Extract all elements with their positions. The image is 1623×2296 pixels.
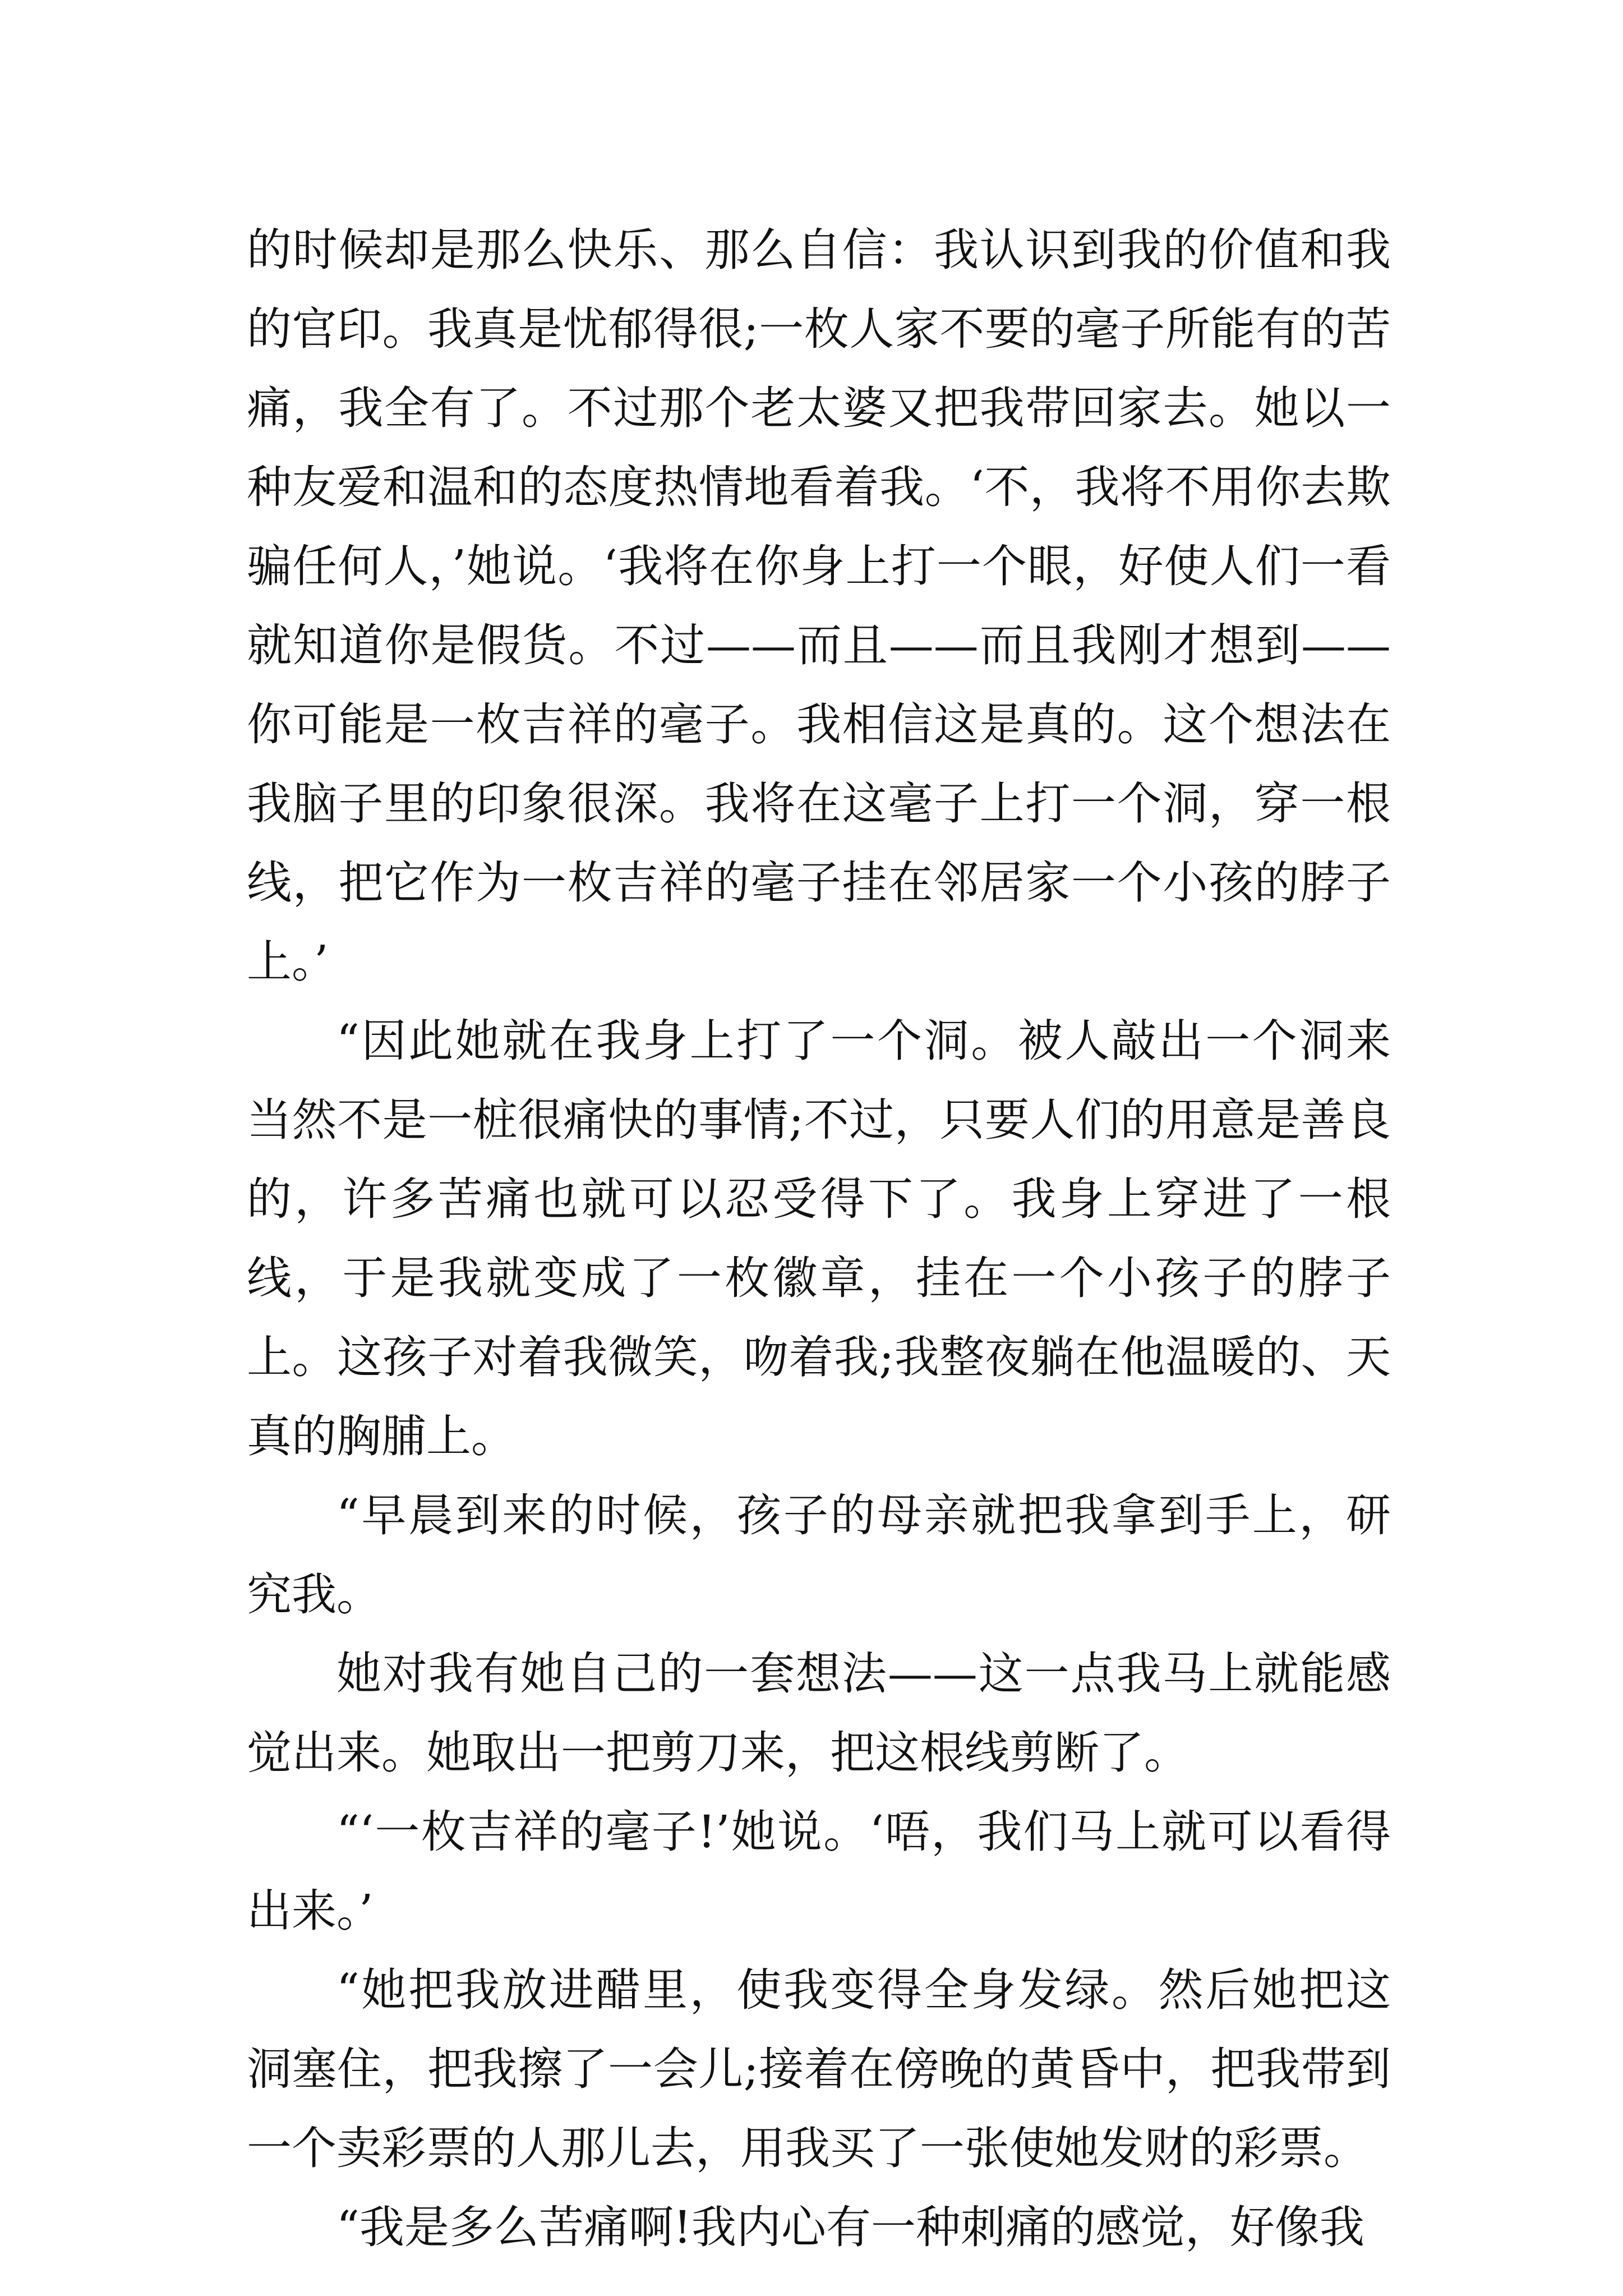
paragraph-4: 她对我有她自己的一套想法——这一点我马上就能感觉出来。她取出一把剪刀来，把这根线剪断了。 [247,1648,1391,1779]
paragraph-7: “我是多么苦痛啊!我内心有一种刺痛的感觉，好像我 [336,2201,1365,2253]
paragraph-3: “早晨到来的时候，孩子的母亲就把我拿到手上，研究我。 [247,1489,1391,1621]
body-text [247,210,1391,2267]
paragraph-2: “因此她就在我身上打了一个洞。被人敲出一个洞来当然不是一桩很痛快的事情;不过，只要人们的用意是善良的，许多苦痛也就可以忍受得下了。我身上穿进了一根线，于是我就变成了一枚徽章，挂在一个小孩子的脖子上。这孩子对着我微笑，吻着我;我整夜躺在他温暖的、天真的胸脯上。 [247,1015,1391,1462]
paragraph-5: “‘一枚吉祥的毫子!’她说。‘唔，我们马上就可以看得出来。’ [247,1806,1391,1937]
paragraph-6: “她把我放进醋里，使我变得全身发绿。然后她把这洞塞住，把我擦了一会儿;接着在傍晚的黄昏中，把我带到一个卖彩票的人那儿去，用我买了一张使她发财的彩票。 [247,1964,1391,2174]
paragraph-1: 的时候却是那么快乐、那么自信：我认识到我的价值和我的官印。我真是忧郁得很;一枚人家不要的毫子所能有的苦痛，我全有了。不过那个老太婆又把我带回家去。她以一种友爱和温和的态度热情地看着我。‘不，我将不用你去欺骗任何人，’她说。‘我将在你身上打一个眼，好使人们一看就知道你是假货。不过——而且——而且我刚才想到——你可能是一枚吉祥的毫子。我相信这是真的。这个想法在我脑子里的印象很深。我将在这毫子上打一个洞，穿一根线，把它作为一枚吉祥的毫子挂在邻居家一个小孩的脖子上。’ [247,224,1391,988]
